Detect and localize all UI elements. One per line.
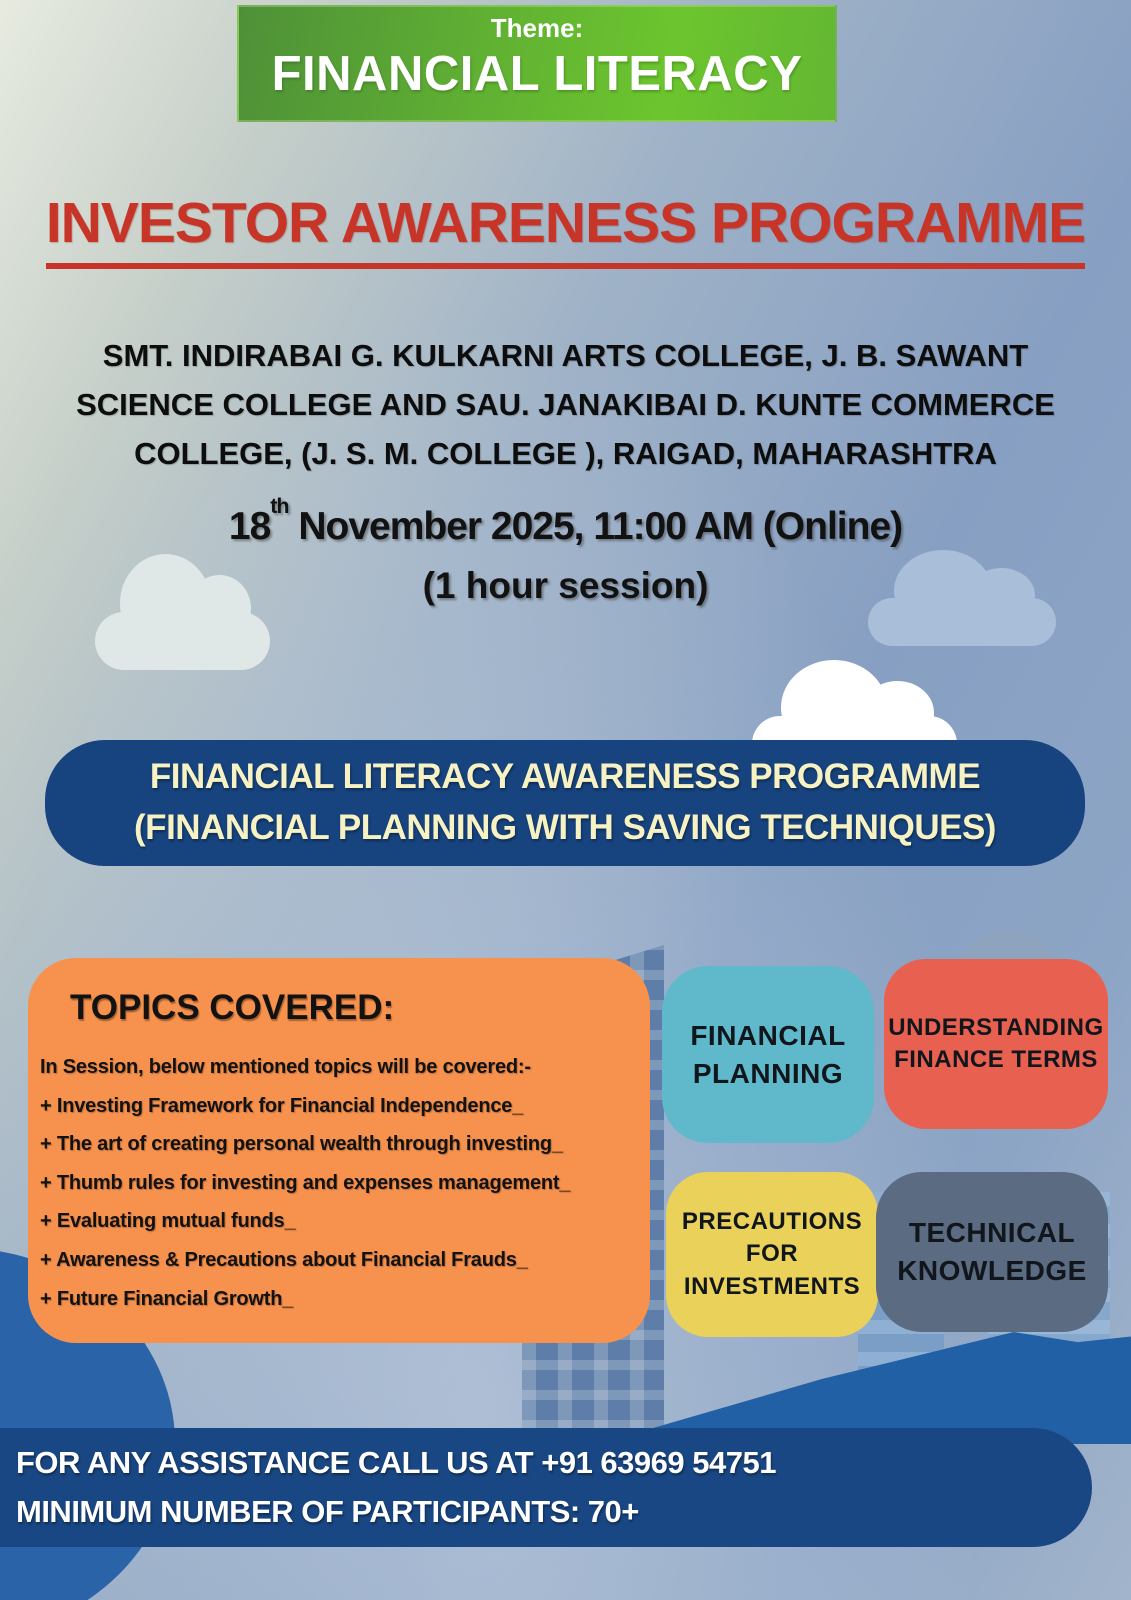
- schedule-date: [0, 494, 1131, 549]
- theme-banner: [237, 5, 837, 122]
- card-label: PRECAUTIONS FOR INVESTMENTS: [681, 1207, 863, 1300]
- footer-band: [0, 1428, 1092, 1547]
- footer-participants-line: MINIMUM NUMBER OF PARTICIPANTS: 70+: [16, 1493, 639, 1529]
- footer-assistance-line: FOR ANY ASSISTANCE CALL US AT +91 63969 54751: [16, 1445, 776, 1481]
- card-financial-planning: [662, 966, 874, 1143]
- topic-list-item: + Evaluating mutual funds_: [40, 1210, 296, 1233]
- topic-list-item: + Thumb rules for investing and expenses management_: [40, 1171, 571, 1194]
- card-label: FINANCIAL PLANNING: [690, 1019, 846, 1089]
- card-label: TECHNICAL KNOWLEDGE: [897, 1217, 1087, 1286]
- cloud-left-icon: [95, 612, 270, 670]
- topics-heading: TOPICS COVERED:: [70, 988, 395, 1027]
- topic-list-item: + The art of creating personal wealth through investing_: [40, 1133, 563, 1156]
- programme-banner: [45, 740, 1085, 866]
- topics-intro: In Session, below mentioned topics will be covered:-: [40, 1056, 531, 1078]
- theme-title: FINANCIAL LITERACY: [271, 47, 803, 101]
- schedule-duration: (1 hour session): [422, 565, 709, 606]
- main-title-wrap: [0, 190, 1131, 269]
- date-day: 18: [228, 505, 271, 548]
- card-understanding-finance-terms: [884, 959, 1108, 1129]
- date-rest: November 2025, 11:00 AM (Online): [288, 505, 903, 548]
- topic-list-item: + Awareness & Precautions about Financial Frauds_: [40, 1248, 528, 1271]
- page-title: INVESTOR AWARENESS PROGRAMME: [46, 190, 1085, 269]
- card-label: UNDERSTANDING FINANCE TERMS: [888, 1013, 1104, 1073]
- card-precautions-for-investments: [666, 1172, 878, 1337]
- card-technical-knowledge: [876, 1172, 1108, 1332]
- theme-label: Theme:: [490, 13, 584, 43]
- topic-list-item: + Investing Framework for Financial Independence_: [40, 1094, 524, 1117]
- schedule-block: [0, 494, 1131, 607]
- topic-list-item: + Future Financial Growth_: [40, 1287, 294, 1310]
- programme-banner-line2: (FINANCIAL PLANNING WITH SAVING TECHNIQUES): [134, 808, 996, 847]
- programme-banner-line1: FINANCIAL LITERACY AWARENESS PROGRAMME: [149, 757, 981, 797]
- date-ordinal-suffix: th: [270, 494, 289, 519]
- topics-box: [28, 958, 650, 1343]
- college-name: SMT. INDIRABAI G. KULKARNI ARTS COLLEGE, J. B. SAWANT SCIENCE COLLEGE AND SAU. JANAKIBAI D. KUNTE COMMERCE COLLEGE, (J. S. M. COLLEGE ), RAIGAD, MAHARASHTRA: [76, 338, 1055, 471]
